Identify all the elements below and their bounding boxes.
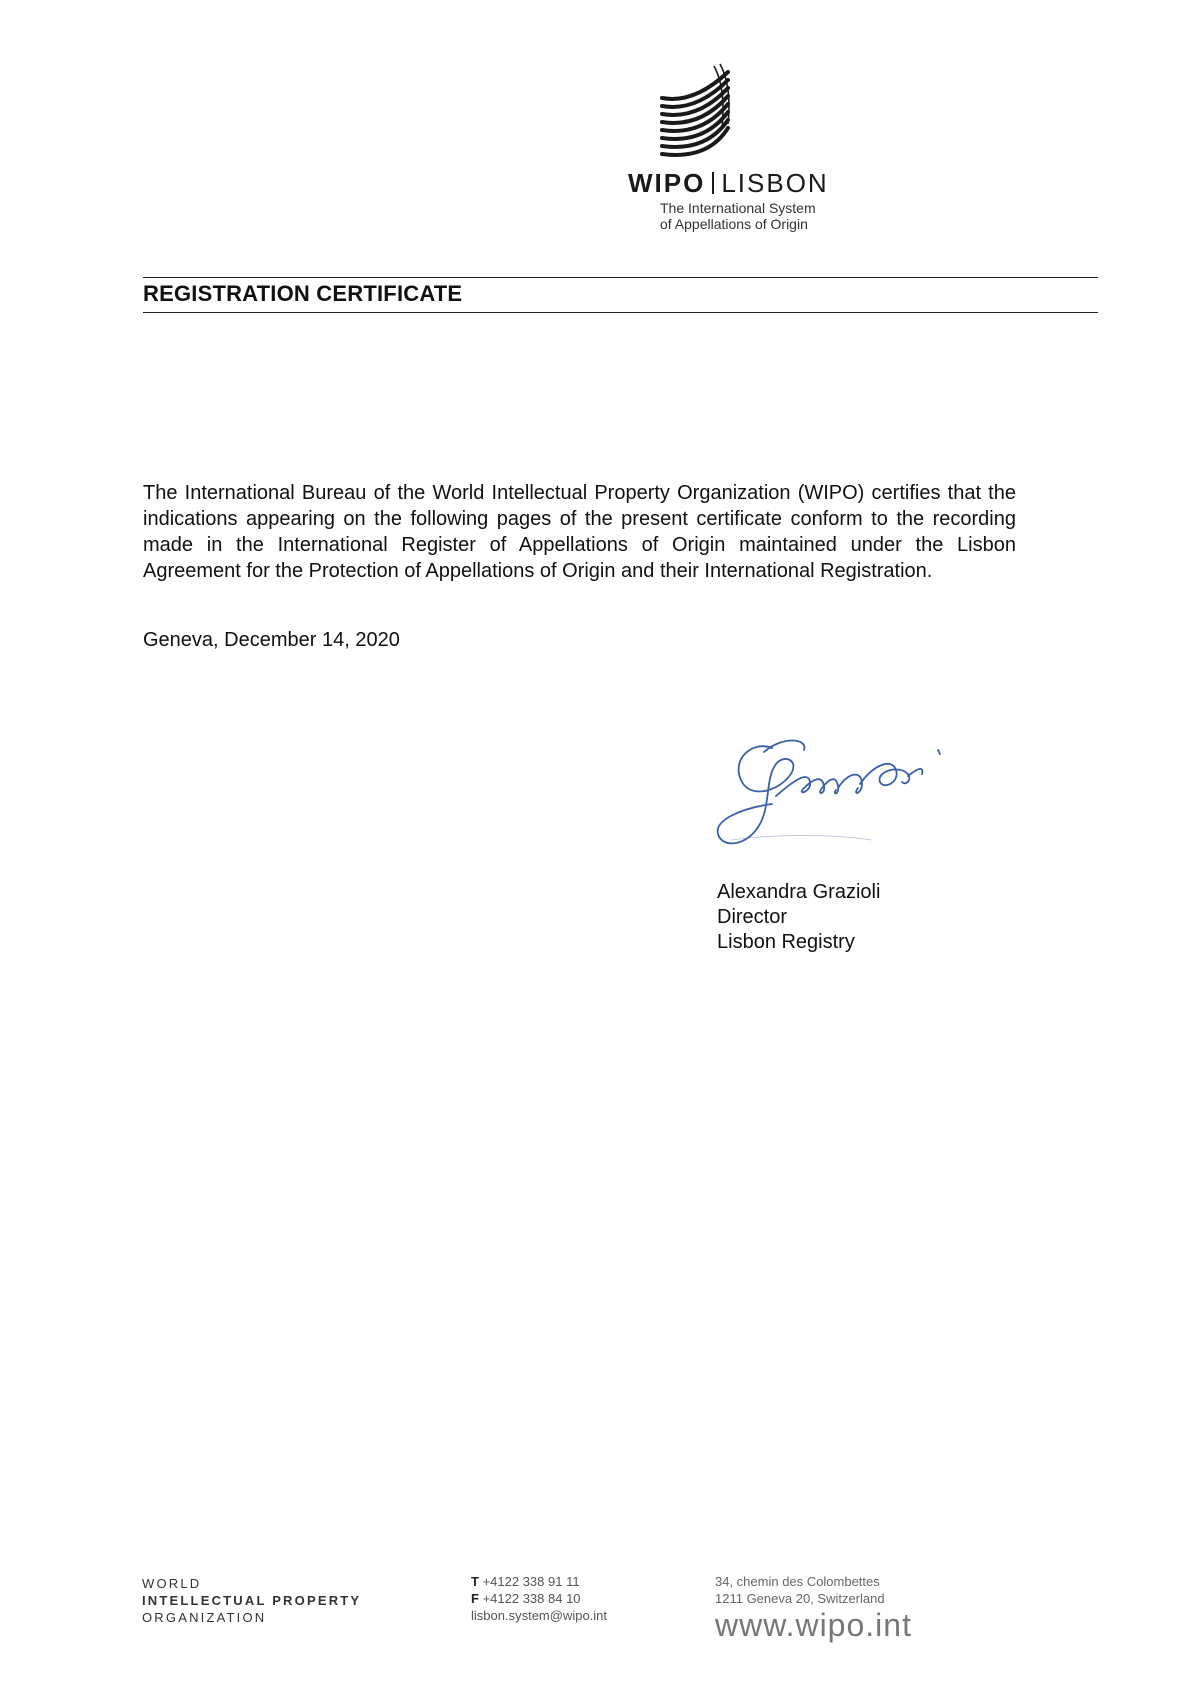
footer-phone-label: T [471, 1574, 479, 1589]
handwritten-signature [712, 730, 962, 860]
wipo-lisbon-logo [618, 50, 858, 235]
footer-org-line2: INTELLECTUAL PROPERTY [142, 1593, 362, 1608]
document-title: REGISTRATION CERTIFICATE [143, 281, 463, 306]
logo-tagline [660, 200, 816, 232]
footer-address-line1: 34, chemin des Colombettes [715, 1574, 880, 1589]
heading-rule-bottom [143, 312, 1098, 313]
signatory-block [717, 880, 880, 955]
signatory-unit: Lisbon Registry [717, 931, 855, 953]
logo-tagline-line1: The International System [660, 200, 816, 216]
footer-fax-row [471, 1590, 607, 1607]
logo-wipo-text: WIPO [628, 168, 706, 198]
footer-org-line1: WORLD [142, 1576, 202, 1591]
footer-org-line3: ORGANIZATION [142, 1610, 267, 1625]
footer-phone: +4122 338 91 11 [482, 1574, 580, 1589]
logo-tagline-line2: of Appellations of Origin [660, 216, 808, 232]
logo-wordmark [628, 168, 829, 199]
footer-fax: +4122 338 84 10 [482, 1591, 581, 1606]
place-date: Geneva, December 14, 2020 [143, 629, 400, 651]
logo-lisbon-text: LISBON [721, 168, 829, 198]
footer-website-link[interactable]: www.wipo.int [715, 1607, 912, 1643]
logo-divider [712, 172, 714, 194]
footer-address-line2: 1211 Geneva 20, Switzerland [715, 1591, 885, 1606]
wipo-globe-logo-icon [654, 58, 736, 168]
footer-contact [471, 1573, 607, 1624]
footer-phone-row [471, 1573, 607, 1590]
certification-paragraph: The International Bureau of the World Intellectual Property Organization (WIPO) certifies that the indications appearing on the following pages of the present certificate conform to the recording made in the International Register of Appellations of Origin maintained under the Lisbon Agreement for the Protection of Appellations of Origin and their International Registration. [143, 482, 1016, 582]
heading-rule-top [143, 277, 1098, 278]
footer-address [715, 1573, 912, 1643]
footer-fax-label: F [471, 1591, 479, 1606]
footer-email[interactable]: lisbon.system@wipo.int [471, 1608, 608, 1623]
footer-organization [142, 1575, 361, 1626]
signatory-role: Director [717, 906, 788, 928]
signatory-name: Alexandra Grazioli [717, 881, 881, 903]
